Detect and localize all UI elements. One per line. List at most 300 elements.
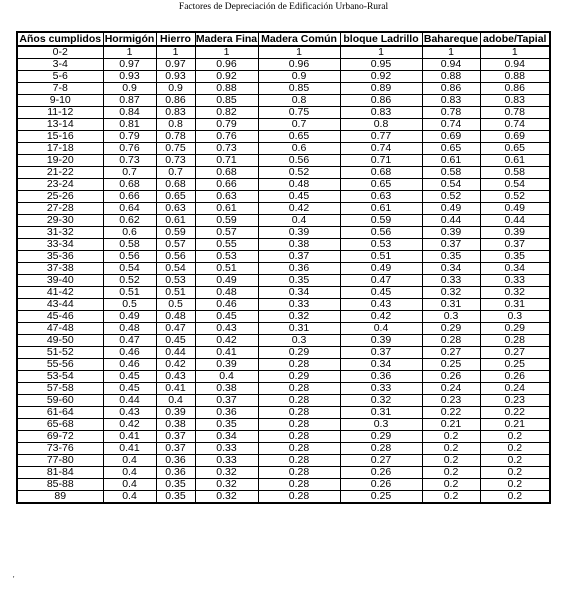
factor-cell: 0.4: [103, 467, 156, 479]
depreciation-table-container: [16, 31, 549, 504]
factor-cell: 0.28: [258, 479, 340, 491]
age-range-cell: 69-72: [17, 431, 103, 443]
factor-cell: 0.26: [340, 479, 422, 491]
factor-cell: 0.96: [195, 59, 258, 71]
age-range-cell: 17-18: [17, 143, 103, 155]
factor-cell: 0.29: [422, 323, 480, 335]
factor-cell: 0.45: [103, 371, 156, 383]
age-range-cell: 81-84: [17, 467, 103, 479]
age-range-cell: 13-14: [17, 119, 103, 131]
factor-cell: 1: [258, 46, 340, 59]
factor-cell: 0.28: [258, 419, 340, 431]
factor-cell: 0.4: [103, 455, 156, 467]
table-row: [17, 347, 550, 359]
factor-cell: 0.35: [195, 419, 258, 431]
factor-cell: 0.73: [195, 143, 258, 155]
factor-cell: 0.33: [422, 275, 480, 287]
factor-cell: 0.85: [195, 95, 258, 107]
factor-cell: 0.33: [195, 443, 258, 455]
table-row: [17, 215, 550, 227]
factor-cell: 0.31: [340, 407, 422, 419]
table-row: [17, 383, 550, 395]
factor-cell: 0.83: [156, 107, 195, 119]
factor-cell: 0.43: [156, 371, 195, 383]
factor-cell: 0.76: [103, 143, 156, 155]
factor-cell: 0.89: [340, 83, 422, 95]
factor-cell: 0.43: [103, 407, 156, 419]
factor-cell: 0.33: [258, 299, 340, 311]
factor-cell: 0.58: [103, 239, 156, 251]
factor-cell: 0.32: [195, 491, 258, 504]
factor-cell: 0.38: [156, 419, 195, 431]
age-range-cell: 85-88: [17, 479, 103, 491]
factor-cell: 0.66: [103, 191, 156, 203]
factor-cell: 0.2: [422, 491, 480, 504]
factor-cell: 0.66: [195, 179, 258, 191]
table-row: [17, 155, 550, 167]
factor-cell: 0.56: [340, 227, 422, 239]
factor-cell: 0.28: [258, 443, 340, 455]
column-header: Hierro: [156, 32, 195, 46]
factor-cell: 0.83: [480, 95, 550, 107]
factor-cell: 0.34: [258, 287, 340, 299]
factor-cell: 0.9: [103, 83, 156, 95]
table-row: [17, 251, 550, 263]
factor-cell: 0.78: [156, 131, 195, 143]
factor-cell: 0.26: [480, 371, 550, 383]
factor-cell: 0.61: [340, 203, 422, 215]
factor-cell: 0.39: [480, 227, 550, 239]
factor-cell: 0.28: [340, 443, 422, 455]
age-range-cell: 39-40: [17, 275, 103, 287]
factor-cell: 0.78: [422, 107, 480, 119]
document-title: Factores de Depreciación de Edificación Urbano-Rural: [178, 2, 389, 12]
table-row: [17, 119, 550, 131]
table-row: [17, 263, 550, 275]
factor-cell: 0.32: [422, 287, 480, 299]
factor-cell: 0.8: [340, 119, 422, 131]
factor-cell: 0.39: [340, 335, 422, 347]
factor-cell: 0.97: [103, 59, 156, 71]
factor-cell: 0.58: [422, 167, 480, 179]
factor-cell: 0.2: [480, 467, 550, 479]
factor-cell: 0.34: [195, 431, 258, 443]
factor-cell: 0.86: [480, 83, 550, 95]
factor-cell: 0.44: [422, 215, 480, 227]
factor-cell: 0.54: [103, 263, 156, 275]
factor-cell: 0.59: [195, 215, 258, 227]
table-row: [17, 479, 550, 491]
age-range-cell: 37-38: [17, 263, 103, 275]
table-row: [17, 227, 550, 239]
factor-cell: 0.65: [258, 131, 340, 143]
factor-cell: 0.48: [156, 311, 195, 323]
factor-cell: 0.2: [422, 431, 480, 443]
table-row: [17, 395, 550, 407]
factor-cell: 0.49: [103, 311, 156, 323]
factor-cell: 0.84: [103, 107, 156, 119]
factor-cell: 0.24: [422, 383, 480, 395]
factor-cell: 0.86: [422, 83, 480, 95]
factor-cell: 0.75: [258, 107, 340, 119]
factor-cell: 0.37: [156, 443, 195, 455]
table-body: [17, 46, 550, 503]
factor-cell: 0.92: [195, 71, 258, 83]
factor-cell: 0.38: [195, 383, 258, 395]
age-range-cell: 45-46: [17, 311, 103, 323]
age-range-cell: 43-44: [17, 299, 103, 311]
table-row: [17, 167, 550, 179]
table-header-row: [17, 32, 550, 46]
factor-cell: 0.69: [422, 131, 480, 143]
factor-cell: 0.42: [103, 419, 156, 431]
table-row: [17, 491, 550, 504]
table-row: [17, 107, 550, 119]
table-row: [17, 191, 550, 203]
factor-cell: 0.46: [195, 299, 258, 311]
factor-cell: 0.69: [480, 131, 550, 143]
factor-cell: 0.76: [195, 131, 258, 143]
factor-cell: 0.86: [156, 95, 195, 107]
factor-cell: 0.49: [422, 203, 480, 215]
factor-cell: 0.37: [156, 431, 195, 443]
table-row: [17, 275, 550, 287]
factor-cell: 0.32: [195, 467, 258, 479]
factor-cell: 0.38: [258, 239, 340, 251]
factor-cell: 0.41: [195, 347, 258, 359]
table-row: [17, 455, 550, 467]
table-row: [17, 443, 550, 455]
factor-cell: 0.41: [103, 443, 156, 455]
factor-cell: 0.5: [103, 299, 156, 311]
factor-cell: 0.32: [258, 311, 340, 323]
table-row: [17, 203, 550, 215]
factor-cell: 0.6: [258, 143, 340, 155]
factor-cell: 0.97: [156, 59, 195, 71]
factor-cell: 0.93: [156, 71, 195, 83]
factor-cell: 0.68: [103, 179, 156, 191]
factor-cell: 0.31: [422, 299, 480, 311]
factor-cell: 0.2: [480, 443, 550, 455]
age-range-cell: 73-76: [17, 443, 103, 455]
factor-cell: 0.7: [156, 167, 195, 179]
table-row: [17, 71, 550, 83]
factor-cell: 0.39: [422, 227, 480, 239]
column-header: Años cumplidos: [17, 32, 103, 46]
factor-cell: 0.45: [195, 311, 258, 323]
factor-cell: 0.25: [480, 359, 550, 371]
factor-cell: 0.37: [258, 251, 340, 263]
factor-cell: 1: [103, 46, 156, 59]
factor-cell: 0.52: [103, 275, 156, 287]
age-range-cell: 65-68: [17, 419, 103, 431]
factor-cell: 0.55: [195, 239, 258, 251]
factor-cell: 0.32: [480, 287, 550, 299]
factor-cell: 0.39: [156, 407, 195, 419]
age-range-cell: 27-28: [17, 203, 103, 215]
factor-cell: 0.57: [195, 227, 258, 239]
age-range-cell: 33-34: [17, 239, 103, 251]
table-row: [17, 131, 550, 143]
age-range-cell: 59-60: [17, 395, 103, 407]
factor-cell: 0.63: [156, 203, 195, 215]
factor-cell: 0.83: [340, 107, 422, 119]
factor-cell: 0.81: [103, 119, 156, 131]
factor-cell: 0.54: [422, 179, 480, 191]
table-row: [17, 143, 550, 155]
factor-cell: 0.46: [103, 347, 156, 359]
age-range-cell: 89: [17, 491, 103, 504]
factor-cell: 0.77: [340, 131, 422, 143]
factor-cell: 0.57: [156, 239, 195, 251]
factor-cell: 0.53: [195, 251, 258, 263]
factor-cell: 0.28: [258, 455, 340, 467]
age-range-cell: 11-12: [17, 107, 103, 119]
table-row: [17, 59, 550, 71]
factor-cell: 0.68: [156, 179, 195, 191]
factor-cell: 0.29: [258, 371, 340, 383]
age-range-cell: 57-58: [17, 383, 103, 395]
age-range-cell: 51-52: [17, 347, 103, 359]
age-range-cell: 15-16: [17, 131, 103, 143]
factor-cell: 0.28: [258, 383, 340, 395]
age-range-cell: 0-2: [17, 46, 103, 59]
factor-cell: 0.32: [195, 479, 258, 491]
factor-cell: 0.44: [480, 215, 550, 227]
factor-cell: 0.56: [258, 155, 340, 167]
factor-cell: 0.44: [103, 395, 156, 407]
factor-cell: 0.49: [340, 263, 422, 275]
factor-cell: 0.62: [103, 215, 156, 227]
factor-cell: 0.45: [340, 287, 422, 299]
column-header: Madera Común: [258, 32, 340, 46]
table-row: [17, 311, 550, 323]
factor-cell: 0.28: [258, 407, 340, 419]
factor-cell: 0.4: [195, 371, 258, 383]
factor-cell: 0.56: [156, 251, 195, 263]
factor-cell: 0.82: [195, 107, 258, 119]
factor-cell: 0.37: [422, 239, 480, 251]
factor-cell: 0.78: [480, 107, 550, 119]
factor-cell: 0.2: [480, 491, 550, 504]
factor-cell: 0.92: [340, 71, 422, 83]
table-row: [17, 371, 550, 383]
factor-cell: 0.85: [258, 83, 340, 95]
factor-cell: 0.33: [195, 455, 258, 467]
factor-cell: 0.73: [156, 155, 195, 167]
factor-cell: 0.28: [258, 359, 340, 371]
factor-cell: 0.45: [258, 191, 340, 203]
factor-cell: 0.27: [480, 347, 550, 359]
factor-cell: 0.45: [156, 335, 195, 347]
factor-cell: 0.41: [156, 383, 195, 395]
factor-cell: 0.53: [156, 275, 195, 287]
factor-cell: 0.35: [258, 275, 340, 287]
factor-cell: 0.4: [156, 395, 195, 407]
factor-cell: 0.34: [480, 263, 550, 275]
age-range-cell: 41-42: [17, 287, 103, 299]
factor-cell: 0.3: [340, 419, 422, 431]
factor-cell: 0.2: [422, 479, 480, 491]
factor-cell: 0.3: [422, 311, 480, 323]
age-range-cell: 31-32: [17, 227, 103, 239]
factor-cell: 0.28: [258, 467, 340, 479]
factor-cell: 0.54: [480, 179, 550, 191]
factor-cell: 0.3: [258, 335, 340, 347]
factor-cell: 0.83: [422, 95, 480, 107]
factor-cell: 0.27: [422, 347, 480, 359]
table-row: [17, 359, 550, 371]
column-header: bloque Ladrillo: [340, 32, 422, 46]
factor-cell: 0.63: [195, 191, 258, 203]
age-range-cell: 7-8: [17, 83, 103, 95]
column-header: adobe/Tapial: [480, 32, 550, 46]
factor-cell: 0.2: [422, 455, 480, 467]
factor-cell: 0.43: [340, 299, 422, 311]
factor-cell: 1: [156, 46, 195, 59]
age-range-cell: 77-80: [17, 455, 103, 467]
factor-cell: 0.36: [340, 371, 422, 383]
factor-cell: 0.29: [340, 431, 422, 443]
factor-cell: 0.42: [195, 335, 258, 347]
factor-cell: 0.47: [103, 335, 156, 347]
factor-cell: 0.28: [258, 491, 340, 504]
age-range-cell: 47-48: [17, 323, 103, 335]
factor-cell: 0.88: [422, 71, 480, 83]
factor-cell: 0.26: [340, 467, 422, 479]
factor-cell: 0.47: [340, 275, 422, 287]
factor-cell: 0.59: [156, 227, 195, 239]
factor-cell: 0.54: [156, 263, 195, 275]
table-row: [17, 335, 550, 347]
factor-cell: 0.22: [422, 407, 480, 419]
factor-cell: 0.26: [422, 371, 480, 383]
factor-cell: 0.33: [340, 383, 422, 395]
factor-cell: 0.22: [480, 407, 550, 419]
table-row: [17, 95, 550, 107]
factor-cell: 0.6: [103, 227, 156, 239]
factor-cell: 0.87: [103, 95, 156, 107]
factor-cell: 0.56: [103, 251, 156, 263]
factor-cell: 0.93: [103, 71, 156, 83]
factor-cell: 0.65: [156, 191, 195, 203]
factor-cell: 0.2: [480, 455, 550, 467]
age-range-cell: 25-26: [17, 191, 103, 203]
factor-cell: 0.29: [258, 347, 340, 359]
factor-cell: 0.29: [480, 323, 550, 335]
factor-cell: 0.53: [340, 239, 422, 251]
factor-cell: 0.25: [340, 491, 422, 504]
table-row: [17, 407, 550, 419]
table-row: [17, 287, 550, 299]
factor-cell: 0.52: [258, 167, 340, 179]
factor-cell: 0.51: [103, 287, 156, 299]
factor-cell: 0.65: [340, 179, 422, 191]
factor-cell: 0.41: [103, 431, 156, 443]
factor-cell: 0.68: [195, 167, 258, 179]
factor-cell: 0.48: [195, 287, 258, 299]
factor-cell: 0.39: [195, 359, 258, 371]
factor-cell: 0.46: [103, 359, 156, 371]
factor-cell: 0.65: [422, 143, 480, 155]
factor-cell: 0.61: [156, 215, 195, 227]
factor-cell: 0.35: [156, 479, 195, 491]
column-header: Bahareque: [423, 33, 479, 45]
factor-cell: 0.36: [156, 467, 195, 479]
factor-cell: 0.35: [422, 251, 480, 263]
factor-cell: 0.3: [480, 311, 550, 323]
table-row: [17, 46, 550, 59]
factor-cell: 0.8: [156, 119, 195, 131]
factor-cell: 0.51: [195, 263, 258, 275]
age-range-cell: 55-56: [17, 359, 103, 371]
table-row: [17, 323, 550, 335]
factor-cell: 0.79: [103, 131, 156, 143]
table-row: [17, 431, 550, 443]
age-range-cell: 49-50: [17, 335, 103, 347]
factor-cell: 0.49: [480, 203, 550, 215]
age-range-cell: 53-54: [17, 371, 103, 383]
factor-cell: 0.47: [156, 323, 195, 335]
factor-cell: 0.2: [480, 479, 550, 491]
factor-cell: 0.7: [258, 119, 340, 131]
age-range-cell: 29-30: [17, 215, 103, 227]
factor-cell: 0.37: [340, 347, 422, 359]
factor-cell: 0.28: [422, 335, 480, 347]
factor-cell: 0.21: [422, 419, 480, 431]
factor-cell: 0.2: [422, 443, 480, 455]
factor-cell: 0.28: [258, 431, 340, 443]
factor-cell: 0.35: [480, 251, 550, 263]
factor-cell: 0.52: [422, 191, 480, 203]
factor-cell: 0.61: [480, 155, 550, 167]
table-row: [17, 419, 550, 431]
factor-cell: 0.51: [340, 251, 422, 263]
factor-cell: 0.9: [156, 83, 195, 95]
table-row: [17, 83, 550, 95]
factor-cell: 0.86: [340, 95, 422, 107]
table-row: [17, 467, 550, 479]
factor-cell: 0.28: [480, 335, 550, 347]
factor-cell: 0.35: [156, 491, 195, 504]
factor-cell: 0.71: [340, 155, 422, 167]
factor-cell: 0.27: [340, 455, 422, 467]
column-header: Hormigón: [104, 33, 155, 45]
factor-cell: 0.36: [156, 455, 195, 467]
factor-cell: 0.4: [340, 323, 422, 335]
factor-cell: 0.36: [195, 407, 258, 419]
factor-cell: 0.4: [103, 491, 156, 504]
factor-cell: 0.39: [258, 227, 340, 239]
factor-cell: 0.36: [258, 263, 340, 275]
factor-cell: 0.94: [480, 59, 550, 71]
factor-cell: 0.68: [340, 167, 422, 179]
factor-cell: 1: [195, 46, 258, 59]
factor-cell: 0.23: [480, 395, 550, 407]
factor-cell: 0.4: [103, 479, 156, 491]
factor-cell: 0.48: [103, 323, 156, 335]
factor-cell: 0.58: [480, 167, 550, 179]
factor-cell: 0.2: [480, 431, 550, 443]
age-range-cell: 9-10: [17, 95, 103, 107]
factor-cell: 0.8: [258, 95, 340, 107]
factor-cell: 0.75: [156, 143, 195, 155]
depreciation-table: [16, 31, 551, 504]
factor-cell: 0.37: [195, 395, 258, 407]
factor-cell: 0.49: [195, 275, 258, 287]
table-row: [17, 239, 550, 251]
factor-cell: 0.31: [258, 323, 340, 335]
